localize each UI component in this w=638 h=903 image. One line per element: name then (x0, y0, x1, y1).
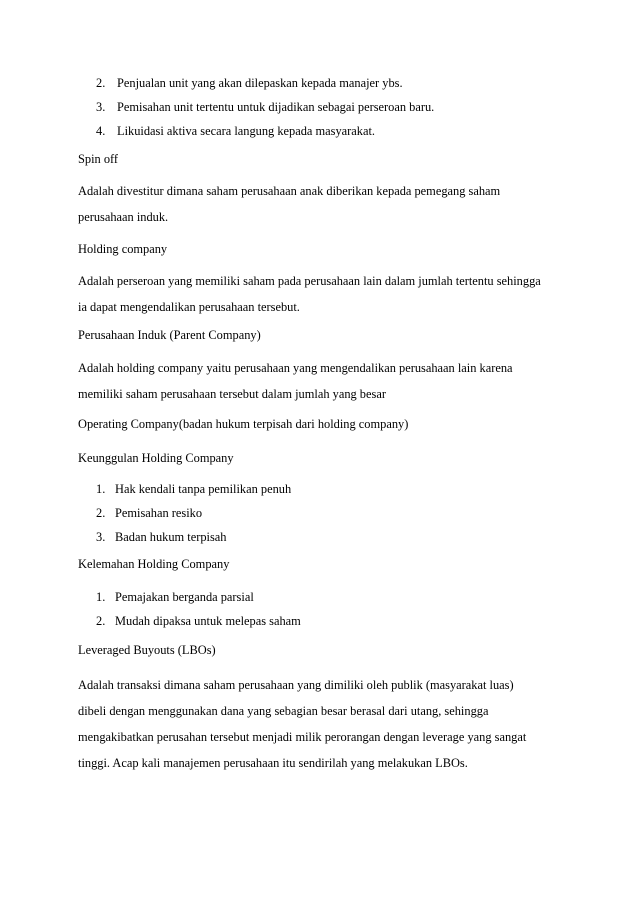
list-item-number: 4. (96, 124, 106, 138)
list-item-number: 2. (96, 76, 106, 90)
list-item-number: 3. (96, 530, 106, 544)
keunggulan-heading: Keunggulan Holding Company (78, 451, 234, 465)
list-item-text: Pemisahan unit tertentu untuk dijadikan sebagai perseroan baru. (117, 100, 435, 114)
holding-company-heading: Holding company (78, 242, 168, 256)
list-item-number: 1. (96, 590, 106, 604)
spin-off-heading: Spin off (78, 152, 119, 166)
list-item-number: 1. (96, 482, 106, 496)
paragraph-line: ia dapat mengendalikan perusahaan tersebut. (78, 300, 300, 314)
operating-company-heading: Operating Company(badan hukum terpisah dari holding company) (78, 417, 409, 431)
holding-company-paragraph (78, 268, 568, 320)
kelemahan-heading: Kelemahan Holding Company (78, 557, 230, 571)
spin-off-paragraph (78, 178, 568, 230)
lbo-heading: Leveraged Buyouts (LBOs) (78, 643, 216, 657)
paragraph-line: dibeli dengan menggunakan dana yang sebagian besar berasal dari utang, sehingga (78, 704, 489, 718)
paragraph-line: Adalah transaksi dimana saham perusahaan yang dimiliki oleh publik (masyarakat luas) (78, 678, 514, 692)
list-item-text: Hak kendali tanpa pemilikan penuh (115, 482, 292, 496)
list-item-text: Badan hukum terpisah (115, 530, 227, 544)
list-item-text: Pemajakan berganda parsial (115, 590, 254, 604)
list-item-text: Penjualan unit yang akan dilepaskan kepada manajer ybs. (117, 76, 403, 90)
list-item-number: 3. (96, 100, 106, 114)
parent-company-paragraph (78, 355, 568, 407)
parent-company-heading: Perusahaan Induk (Parent Company) (78, 328, 261, 342)
list-item-text: Likuidasi aktiva secara langung kepada masyarakat. (117, 124, 376, 138)
paragraph-line: Adalah holding company yaitu perusahaan yang mengendalikan perusahaan lain karena (78, 361, 513, 375)
lbo-paragraph (78, 672, 568, 776)
list-item-text: Mudah dipaksa untuk melepas saham (115, 614, 301, 628)
list-item-text: Pemisahan resiko (115, 506, 203, 520)
list-item-number: 2. (96, 506, 106, 520)
paragraph-line: tinggi. Acap kali manajemen perusahaan itu sendirilah yang melakukan LBOs. (78, 756, 468, 770)
paragraph-line: mengakibatkan perusahan tersebut menjadi milik perorangan dengan leverage yang sangat (78, 730, 527, 744)
paragraph-line: memiliki saham perusahaan tersebut dalam jumlah yang besar (78, 387, 386, 401)
paragraph-line: perusahaan induk. (78, 210, 169, 224)
paragraph-line: Adalah divestitur dimana saham perusahaan anak diberikan kepada pemegang saham (78, 184, 501, 198)
list-item-number: 2. (96, 614, 106, 628)
paragraph-line: Adalah perseroan yang memiliki saham pada perusahaan lain dalam jumlah tertentu sehingga (78, 274, 541, 288)
